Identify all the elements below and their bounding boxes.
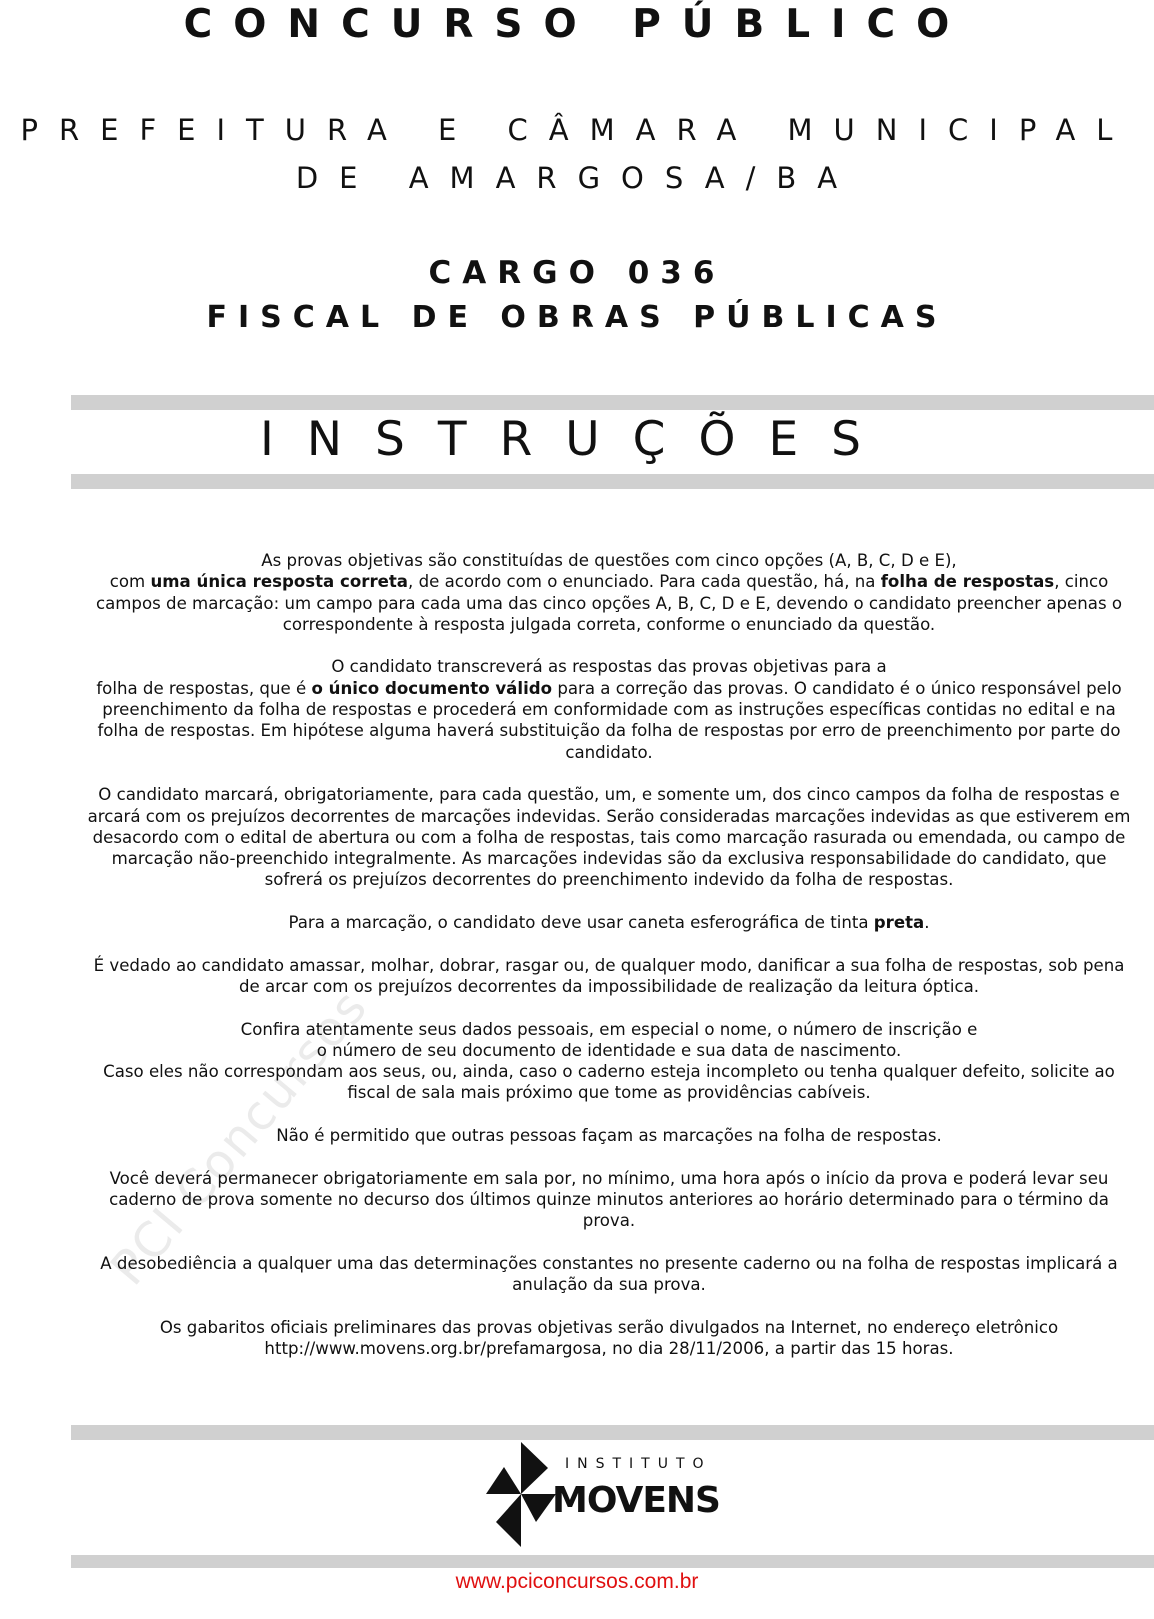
divider-bar-top [71,395,1154,410]
footer-url-link[interactable]: www.pciconcursos.com.br [455,1570,699,1593]
instruction-paragraph-9: A desobediência a qualquer uma das determinações constantes no presente caderno ou na folha de respostas implicará a anulação da sua prova. [100,1253,1118,1295]
divider-bar-bottom [71,1425,1154,1440]
logo-movens-text: MOVENS [552,1480,720,1521]
watermark: PCI Concursos [100,978,379,1296]
instruction-paragraph-6: Confira atentamente seus dados pessoais, em especial o nome, o número de inscrição e o número de seu documento de identidade e sua data de nascimento. Caso eles não correspondam aos seus, ou, ainda, caso o caderno esteja incompleto ou tenha qualquer defeito, solicite ao fiscal de sala mais próximo que tome as providências cabíveis. [103,1019,1115,1103]
instruction-paragraph-8: Você deverá permanecer obrigatoriamente em sala por, no mínimo, uma hora após o início da prova e poderá levar seu caderno de prova somente no decurso dos últimos quinze minutos anteriores ao horário determinado para o término da prova. [109,1168,1109,1231]
cargo-number: CARGO 036 [428,255,726,291]
divider-bar-under-heading [71,474,1154,489]
institution-line-2: DE AMARGOSA/BA [295,161,859,195]
divider-bar-footer [71,1555,1154,1568]
institution-line-1: PREFEITURA E CÂMARA MUNICIPAL [20,113,1134,147]
instruction-paragraph-4: Para a marcação, o candidato deve usar caneta esferográfica de tinta preta. [288,913,930,933]
instruction-paragraph-7: Não é permitido que outras pessoas façam as marcações na folha de respostas. [276,1126,942,1146]
instruction-paragraph-2: O candidato transcreverá as respostas das provas objetivas para a folha de respostas, que é o único documento válido para a correção das provas. O candidato é o único responsável pelo preenchimento da folha de respostas e procederá em conformidade com as instruções específicas contidas no edital e na folha de respostas. Em hipótese alguma haverá substituição da folha de respostas por erro de preenchimento por parte do candidato. [96,657,1122,762]
logo-instituto-text: INSTITUTO [565,1456,712,1472]
instituto-movens-logo [486,1442,746,1547]
exam-title: CONCURSO PÚBLICO [183,2,971,47]
movens-pinwheel-icon [486,1442,556,1547]
instructions-body [86,550,1132,1381]
instruction-paragraph-5: É vedado ao candidato amassar, molhar, dobrar, rasgar ou, de qualquer modo, danificar a sua folha de respostas, sob pena de arcar com os prejuízos decorrentes da impossibilidade de realização da leitura óptica. [93,955,1125,996]
cargo-name: FISCAL DE OBRAS PÚBLICAS [206,300,948,335]
instructions-heading: INSTRUÇÕES [260,412,894,467]
instruction-paragraph-10: Os gabaritos oficiais preliminares das provas objetivas serão divulgados na Internet, no endereço eletrônico http://www.movens.org.br/prefamargosa, no dia 28/11/2006, a partir das 15 horas. [159,1317,1059,1358]
instruction-paragraph-3: O candidato marcará, obrigatoriamente, para cada questão, um, e somente um, dos cinco campos da folha de respostas e arcará com os prejuízos decorrentes de marcações indevidas. Serão consideradas marcações indevidas as que estiverem em desacordo com o edital de abertura ou com a folha de respostas, tais como marcação rasurada ou emendada, ou campo de marcação não-preenchido integralmente. As marcações indevidas são da exclusiva responsabilidade do candidato, que sofrerá os prejuízos decorrentes do preenchimento indevido da folha de respostas. [87,785,1131,890]
instruction-paragraph-1: As provas objetivas são constituídas de questões com cinco opções (A, B, C, D e E), com uma única resposta correta, de acordo com o enunciado. Para cada questão, há, na folha de respostas, cinco campos de marcação: um campo para cada uma das cinco opções A, B, C, D e E, devendo o candidato preencher apenas o correspondente à resposta julgada correta, conforme o enunciado da questão. [95,551,1123,634]
